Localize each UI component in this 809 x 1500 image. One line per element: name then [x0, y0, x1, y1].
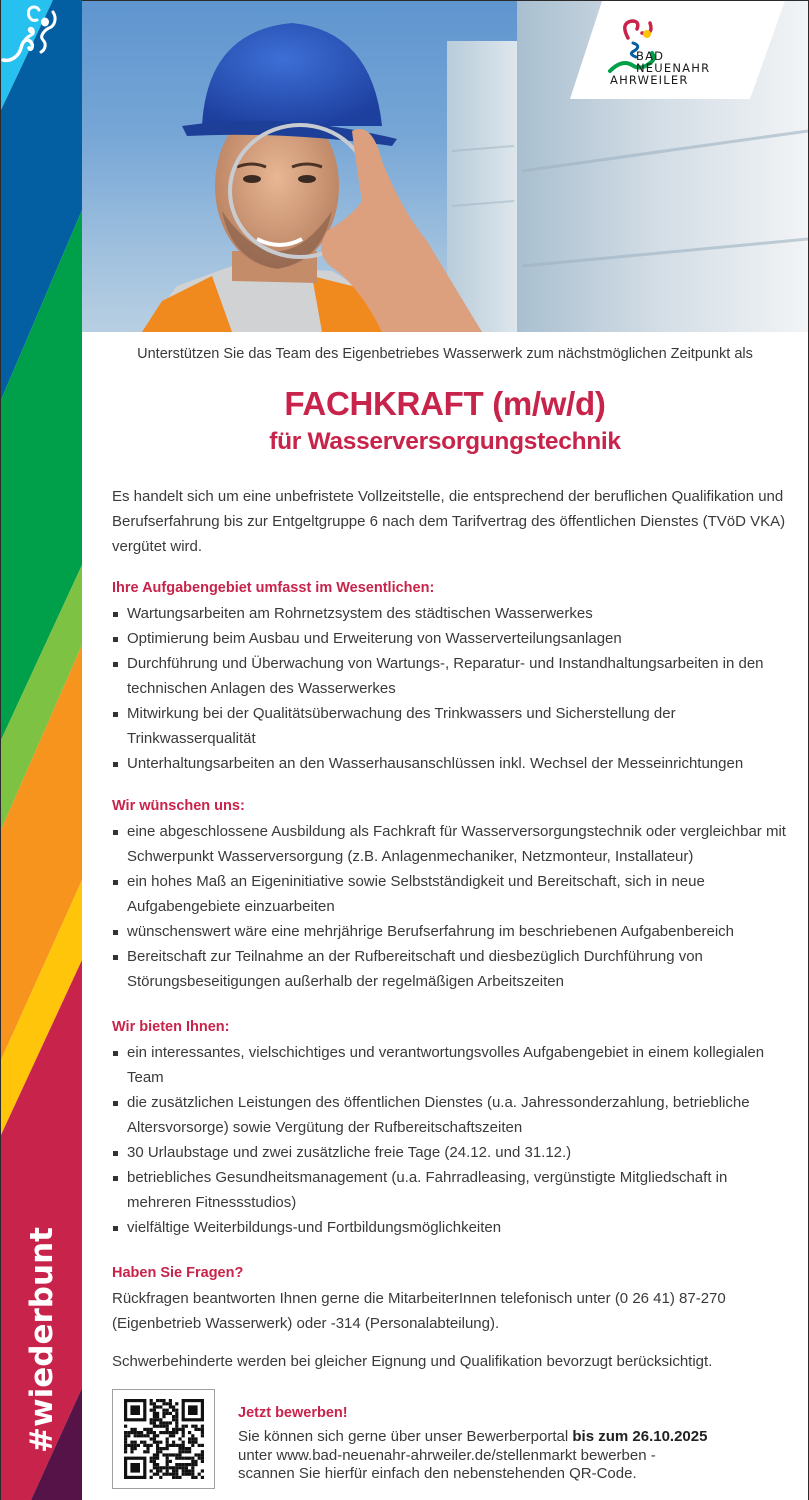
- section-heading: Ihre Aufgabengebiet umfasst im Wesentlichen:: [112, 580, 435, 596]
- list-item: ein hohes Maß an Eigeninitiative sowie Selbstständigkeit und Bereitschaft, sich in neue Aufgabengebiete einzuarbeiten: [112, 869, 792, 919]
- equal-opportunity-note: Schwerbehinderte werden bei gleicher Eignung und Qualifikation bevorzugt berücksichtigt.: [112, 1353, 713, 1370]
- bullet-list: [112, 601, 792, 776]
- apply-text: Sie können sich gerne über unser Bewerberportal bis zum 26.10.2025: [238, 1428, 708, 1445]
- job-title: FACHKRAFT (m/w/d): [284, 385, 606, 422]
- apply-url-line[interactable]: unter www.bad-neuenahr-ahrweiler.de/stellenmarkt bewerben -: [238, 1446, 656, 1464]
- section-benefits: [112, 1017, 792, 1240]
- list-item: Durchführung und Überwachung von Wartungs-, Reparatur- und Instandhaltungsarbeiten in den technischen Anlagen des Wasserwerkes: [112, 651, 792, 701]
- qr-code-icon: [124, 1399, 204, 1479]
- contact-text: Rückfragen beantworten Ihnen gerne die MitarbeiterInnen telefonisch unter (0 26 41) 87-270 (Eigenbetrieb Wasserwerk) oder -314 (Personalabteilung).: [112, 1290, 726, 1332]
- apply-heading: Jetzt bewerben!: [238, 1405, 348, 1421]
- bullet-list: [112, 819, 792, 994]
- list-item: Optimierung beim Ausbau und Erweiterung von Wasserverteilungsanlagen: [112, 626, 792, 651]
- qr-code[interactable]: [112, 1389, 215, 1489]
- list-item: ein interessantes, vielschichtiges und verantwortungsvolles Aufgabengebiet in einem kollegialen Team: [112, 1040, 792, 1090]
- bullet-list: [112, 1040, 792, 1240]
- job-subtitle: für Wasserversorgungstechnik: [269, 428, 621, 455]
- list-item: vielfältige Weiterbildungs-und Fortbildungsmöglichkeiten: [112, 1215, 792, 1240]
- list-item: Unterhaltungsarbeiten an den Wasserhausanschlüssen inkl. Wechsel der Messeinrichtungen: [112, 751, 792, 776]
- intro-text: Unterstützen Sie das Team des Eigenbetriebes Wasserwerk zum nächstmöglichen Zeitpunkt als: [137, 346, 753, 362]
- list-item: eine abgeschlossene Ausbildung als Fachkraft für Wasserversorgungstechnik oder vergleichbar mit Schwerpunkt Wasserversorgung (z.B. Anlagenmechaniker, Netzmonteur, Installateur): [112, 819, 792, 869]
- list-item: Mitwirkung bei der Qualitätsüberwachung des Trinkwassers und Sicherstellung der Trinkwasserqualität: [112, 701, 792, 751]
- list-item: die zusätzlichen Leistungen des öffentlichen Dienstes (u.a. Jahressonderzahlung, betriebliche Altersvorsorge) sowie Vergütung der Rufbereitschaftszeiten: [112, 1090, 792, 1140]
- wiederbunt-figure-icon: [1, 0, 61, 70]
- color-band-sidebar: [1, 0, 82, 1500]
- job-description: Es handelt sich um eine unbefristete Vollzeitstelle, die entsprechend der beruflichen Qualifikation und Berufserfahrung bis zur Entgeltgruppe 6 nach dem Tarifvertrag des öffentlichen Dienstes (TVöD VKA) vergütet wird.: [112, 488, 786, 555]
- city-logo-text: BAD NEUENAHR AHRWEILER: [610, 49, 711, 87]
- deadline: bis zum 26.10.2025: [572, 1428, 708, 1445]
- list-item: wünschenswert wäre eine mehrjährige Berufserfahrung im beschriebenen Aufgabenbereich: [112, 919, 792, 944]
- hashtag-label: #wiederbunt: [23, 1227, 60, 1453]
- list-item: betriebliches Gesundheitsmanagement (u.a. Fahrradleasing, vergünstigte Mitgliedschaft in mehreren Fitnessstudios): [112, 1165, 792, 1215]
- section-heading: Wir bieten Ihnen:: [112, 1019, 230, 1035]
- list-item: Bereitschaft zur Teilnahme an der Rufbereitschaft und diesbezüglich Durchführung von Störungsbeseitigungen außerhalb der regelmäßigen Arbeitszeiten: [112, 944, 792, 994]
- section-tasks: [112, 578, 792, 776]
- section-heading: Haben Sie Fragen?: [112, 1265, 244, 1281]
- section-heading: Wir wünschen uns:: [112, 798, 245, 814]
- section-requirements: [112, 796, 792, 994]
- logo-figure-head: [643, 30, 651, 38]
- section-questions: [112, 1263, 792, 1336]
- apply-qr-hint: scannen Sie hierfür einfach den nebenstehenden QR-Code.: [238, 1465, 637, 1482]
- list-item: Wartungsarbeiten am Rohrnetzsystem des städtischen Wasserwerkes: [112, 601, 792, 626]
- apply-section: [238, 1403, 798, 1484]
- list-item: 30 Urlaubstage und zwei zusätzliche freie Tage (24.12. und 31.12.): [112, 1140, 792, 1165]
